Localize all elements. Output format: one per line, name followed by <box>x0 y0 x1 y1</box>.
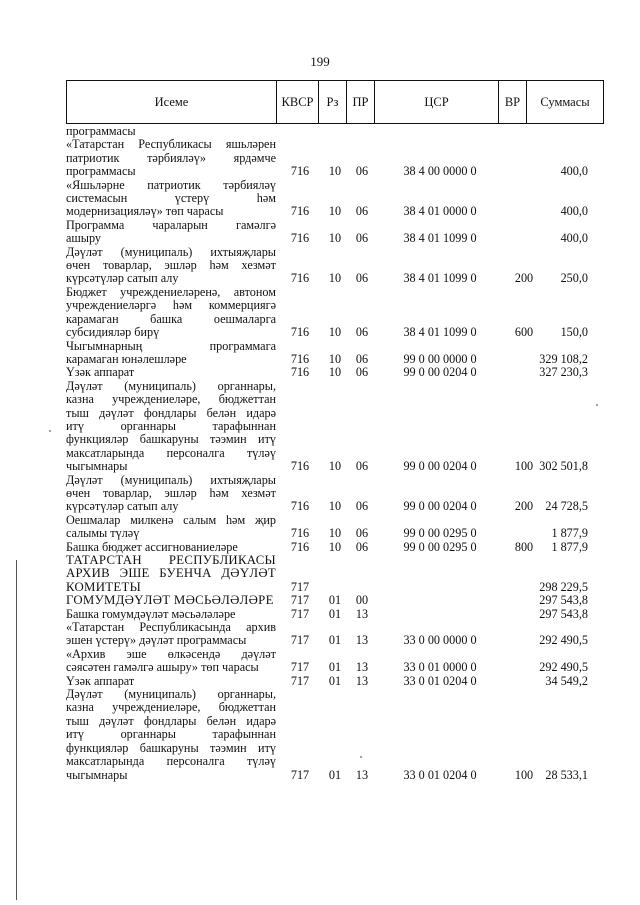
cell-vr: 100 <box>514 767 534 782</box>
cell-csr: 38 4 01 1099 0 <box>403 325 477 340</box>
table-row <box>66 688 596 782</box>
table-row <box>66 554 596 594</box>
cell-csr: 99 0 00 0204 0 <box>403 459 477 474</box>
row-name <box>66 675 276 688</box>
cell-sum: 292 490,5 <box>539 660 588 675</box>
row-name-line: салымы түләү <box>66 526 140 541</box>
cell-pr: 13 <box>355 767 369 782</box>
row-name-line: итү органнары тарафыннан <box>66 727 276 742</box>
scan-speck <box>360 756 362 758</box>
cell-csr: 38 4 01 1099 0 <box>403 271 477 286</box>
cell-kvsr: 716 <box>290 351 310 366</box>
cell-sum: 400,0 <box>560 164 588 179</box>
row-name-line: Программа чараларын гамәлгә <box>66 217 276 232</box>
row-name-line: Дәүләт (муниципаль) органнары, <box>66 378 276 393</box>
cell-pr: 13 <box>355 633 369 648</box>
table-row <box>66 366 596 379</box>
row-name-line: Дәүләт (муниципаль) ихтыяҗлары <box>66 244 276 259</box>
cell-sum: 297 543,8 <box>539 593 588 608</box>
table-row <box>66 380 596 474</box>
row-name-line: функцияләр башкаруны тәэмин итү <box>66 432 276 447</box>
cell-pr: 06 <box>355 539 369 554</box>
row-name-line: «Архив эше өлкәсендә дәүләт <box>66 646 276 661</box>
cell-pr: 06 <box>355 231 369 246</box>
cell-rz: 10 <box>328 365 342 380</box>
row-name-line: функцияләр башкаруны тәэмин итү <box>66 740 276 755</box>
cell-rz: 10 <box>328 499 342 514</box>
cell-kvsr: 716 <box>290 539 310 554</box>
row-name-line: тыш дәүләт фондлары белән идарә <box>66 713 276 728</box>
table-row <box>66 594 596 607</box>
row-name-line: Үзәк аппарат <box>66 673 135 688</box>
cell-rz: 10 <box>328 204 342 219</box>
row-name-line: максатларында персоналга түләү <box>66 445 276 460</box>
table-row <box>66 246 596 286</box>
row-name <box>66 380 276 474</box>
cell-kvsr: 716 <box>290 365 310 380</box>
table-row <box>66 541 596 554</box>
cell-rz: 10 <box>328 526 342 541</box>
cell-vr: 100 <box>514 459 534 474</box>
cell-kvsr: 716 <box>290 271 310 286</box>
cell-sum: 400,0 <box>560 231 588 246</box>
row-name-line: өчен товарлар, эшләр һәм хезмәт <box>66 485 276 500</box>
table-row <box>66 219 596 246</box>
header-sum: Суммасы <box>540 94 590 109</box>
row-name-line: күрсәтүләр сатып алу <box>66 499 179 514</box>
cell-kvsr: 716 <box>290 459 310 474</box>
row-name <box>66 219 276 246</box>
row-name-line: Чыгымнарның программага <box>66 338 276 353</box>
row-name-line: карамаган юнәлешләре <box>66 351 187 366</box>
cell-kvsr: 716 <box>290 164 310 179</box>
cell-vr: 600 <box>514 325 534 340</box>
table-row <box>66 675 596 688</box>
cell-rz: 10 <box>328 459 342 474</box>
cell-sum: 24 728,5 <box>545 499 588 514</box>
row-name <box>66 125 276 138</box>
row-name <box>66 648 276 675</box>
row-name-line: эшен үстерү» дәүләт программасы <box>66 633 247 648</box>
row-name-line: чыгымнары <box>66 767 128 782</box>
cell-sum: 297 543,8 <box>539 606 588 621</box>
row-name-line: Дәүләт (муниципаль) ихтыяҗлары <box>66 472 276 487</box>
row-name-line: Башка бюджет ассигнованиеләре <box>66 539 238 554</box>
cell-csr: 99 0 00 0000 0 <box>403 351 477 366</box>
cell-csr: 99 0 00 0295 0 <box>403 526 477 541</box>
cell-rz: 01 <box>328 606 342 621</box>
cell-pr: 06 <box>355 365 369 380</box>
cell-kvsr: 717 <box>290 660 310 675</box>
cell-pr: 13 <box>355 606 369 621</box>
table-row <box>66 608 596 621</box>
row-name-line: КОМИТЕТЫ <box>66 579 142 594</box>
cell-pr: 06 <box>355 351 369 366</box>
cell-pr: 13 <box>355 660 369 675</box>
cell-sum: 1 877,9 <box>551 526 588 541</box>
scan-speck <box>49 430 51 432</box>
cell-kvsr: 716 <box>290 325 310 340</box>
cell-rz: 10 <box>328 351 342 366</box>
cell-csr: 38 4 01 0000 0 <box>403 204 477 219</box>
row-name-line: ТАТАРСТАН РЕСПУБЛИКАСЫ <box>66 553 276 567</box>
row-name-line: Үзәк аппарат <box>66 365 135 380</box>
cell-kvsr: 716 <box>290 231 310 246</box>
row-name <box>66 286 276 340</box>
cell-kvsr: 717 <box>290 593 310 608</box>
row-name-line: казна учреждениеләре, бюджеттан <box>66 392 276 407</box>
row-name <box>66 541 276 554</box>
cell-kvsr: 717 <box>290 767 310 782</box>
row-name-line: программасы <box>66 164 136 179</box>
header-name: Исеме <box>67 81 277 123</box>
cell-sum: 292 490,5 <box>539 633 588 648</box>
row-name <box>66 608 276 621</box>
row-name-line: сәясәтен гамәлгә ашыру» төп чарасы <box>66 660 259 675</box>
row-name <box>66 514 276 541</box>
table-header <box>66 80 604 124</box>
table-row <box>66 125 596 138</box>
table-row <box>66 138 596 178</box>
cell-vr: 200 <box>514 271 534 286</box>
cell-kvsr: 717 <box>290 606 310 621</box>
header-kvsr: КВСР <box>277 81 319 123</box>
cell-pr: 06 <box>355 164 369 179</box>
header-rz: Рз <box>319 81 347 123</box>
cell-pr: 06 <box>355 499 369 514</box>
cell-pr: 13 <box>355 673 369 688</box>
row-name-line: АРХИВ ЭШЕ БУЕНЧА ДӘҮЛӘТ <box>66 566 276 581</box>
table-row <box>66 286 596 340</box>
cell-sum: 150,0 <box>560 325 588 340</box>
cell-sum: 298 229,5 <box>539 579 588 594</box>
cell-rz: 10 <box>328 164 342 179</box>
table-row <box>66 621 596 648</box>
table-row <box>66 179 596 219</box>
cell-csr: 99 0 00 0295 0 <box>403 539 477 554</box>
cell-csr: 99 0 00 0204 0 <box>403 365 477 380</box>
row-name-line: учреждениеләргә һәм коммерциягә <box>66 298 276 313</box>
row-name-line: Башка гомумдәүләт мәсьәләләре <box>66 606 236 621</box>
cell-sum: 34 549,2 <box>545 673 588 688</box>
row-name-line: өчен товарлар, эшләр һәм хезмәт <box>66 258 276 273</box>
row-name-line: Дәүләт (муниципаль) органнары, <box>66 687 276 702</box>
row-name-line: системасын үстерү һәм <box>66 191 276 206</box>
scan-edge-line <box>16 560 17 900</box>
cell-pr: 06 <box>355 526 369 541</box>
row-name <box>66 688 276 782</box>
cell-sum: 1 877,9 <box>551 539 588 554</box>
row-name-line: Оешмалар милкенә салым һәм җир <box>66 512 276 527</box>
cell-vr: 200 <box>514 499 534 514</box>
cell-rz: 10 <box>328 231 342 246</box>
row-name-line: итү органнары тарафыннан <box>66 418 276 433</box>
table-row <box>66 648 596 675</box>
cell-pr: 06 <box>355 325 369 340</box>
row-name <box>66 179 276 219</box>
cell-rz: 01 <box>328 593 342 608</box>
table-row <box>66 340 596 367</box>
row-name-line: чыгымнары <box>66 459 128 474</box>
row-name <box>66 138 276 178</box>
row-name <box>66 366 276 379</box>
cell-kvsr: 716 <box>290 204 310 219</box>
row-name-line: ашыру <box>66 231 102 246</box>
cell-kvsr: 716 <box>290 499 310 514</box>
cell-csr: 33 0 01 0000 0 <box>403 660 477 675</box>
row-name-line: субсидияләр бирү <box>66 325 160 340</box>
row-name-line: карамаган башка оешмаларга <box>66 311 276 326</box>
row-name-line: патриотик тәрбияләү» ярдәмче <box>66 150 276 165</box>
row-name-line: тыш дәүләт фондлары белән идарә <box>66 405 276 420</box>
cell-rz: 01 <box>328 633 342 648</box>
row-name-line: программасы <box>66 124 136 138</box>
cell-csr: 33 0 01 0204 0 <box>403 767 477 782</box>
row-name-line: модернизацияләү» төп чарасы <box>66 204 224 219</box>
cell-csr: 99 0 00 0204 0 <box>403 499 477 514</box>
cell-rz: 10 <box>328 325 342 340</box>
table-body <box>66 125 596 782</box>
row-name <box>66 554 276 594</box>
cell-csr: 33 0 01 0204 0 <box>403 673 477 688</box>
header-vr: ВР <box>499 81 527 123</box>
cell-csr: 38 4 00 0000 0 <box>403 164 477 179</box>
row-name-line: «Татарстан Республикасында архив <box>66 620 276 635</box>
cell-kvsr: 717 <box>290 633 310 648</box>
row-name <box>66 474 276 514</box>
page-number: 199 <box>310 54 330 69</box>
cell-sum: 327 230,3 <box>539 365 588 380</box>
cell-sum: 329 108,2 <box>539 351 588 366</box>
cell-rz: 10 <box>328 271 342 286</box>
cell-rz: 10 <box>328 539 342 554</box>
row-name-line: күрсәтүләр сатып алу <box>66 271 179 286</box>
row-name <box>66 621 276 648</box>
cell-kvsr: 717 <box>290 673 310 688</box>
row-name <box>66 340 276 367</box>
header-pr: ПР <box>347 81 375 123</box>
row-name-line: ГОМУМДӘҮЛӘТ МӘСЬӘЛӘЛӘРЕ <box>66 593 274 608</box>
cell-pr: 06 <box>355 459 369 474</box>
cell-kvsr: 716 <box>290 526 310 541</box>
row-name <box>66 594 276 607</box>
cell-kvsr: 717 <box>290 579 310 594</box>
cell-csr: 38 4 01 1099 0 <box>403 231 477 246</box>
row-name-line: «Яшьләрне патриотик тәрбияләү <box>66 177 276 192</box>
cell-rz: 01 <box>328 673 342 688</box>
cell-pr: 06 <box>355 204 369 219</box>
cell-sum: 28 533,1 <box>545 767 588 782</box>
row-name-line: «Татарстан Республикасы яшьләрен <box>66 137 276 152</box>
cell-sum: 250,0 <box>560 271 588 286</box>
cell-vr: 800 <box>514 539 534 554</box>
row-name <box>66 246 276 286</box>
cell-sum: 400,0 <box>560 204 588 219</box>
header-csr: ЦСР <box>375 81 499 123</box>
cell-rz: 01 <box>328 767 342 782</box>
row-name-line: казна учреждениеләре, бюджеттан <box>66 700 276 715</box>
cell-sum: 302 501,8 <box>539 459 588 474</box>
scan-speck <box>596 404 598 406</box>
cell-csr: 33 0 00 0000 0 <box>403 633 477 648</box>
cell-rz: 01 <box>328 660 342 675</box>
cell-pr: 00 <box>355 593 369 608</box>
row-name-line: максатларында персоналга түләү <box>66 754 276 769</box>
row-name-line: Бюджет учреждениеләренә, автоном <box>66 284 276 299</box>
table-row <box>66 514 596 541</box>
cell-pr: 06 <box>355 271 369 286</box>
table-row <box>66 474 596 514</box>
